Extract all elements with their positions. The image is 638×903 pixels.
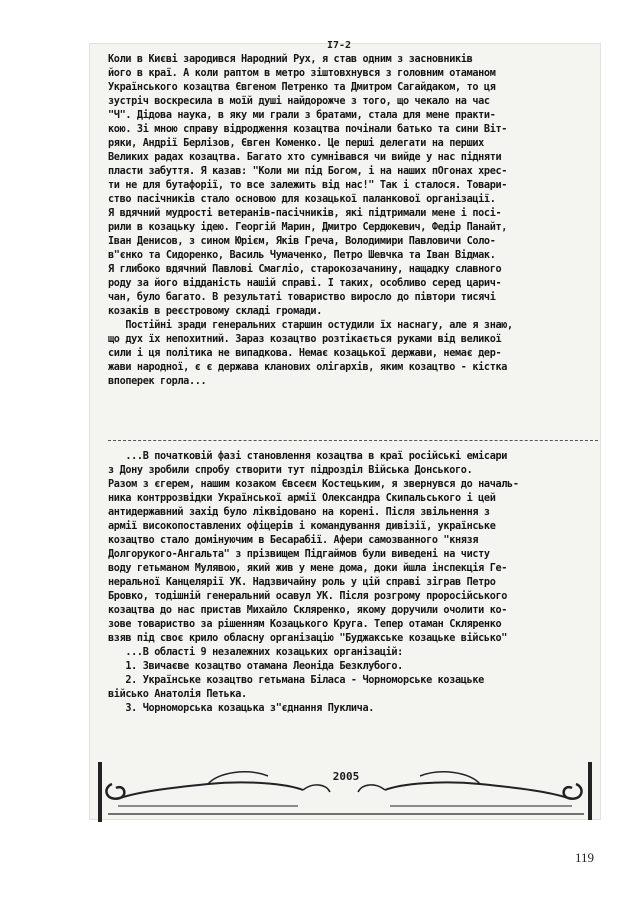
text-block-2: ...В початковій фазі становлення козацтва в краї російські емісари з Дону зробили спробу створити тут підрозділ Війська Донського. Разом з єгерем, нашим козаком Євсеєм Костецьким, я звернувся до началь- ника контррозвідки Української армії Олександра Скипальського і цей антидержавний захід було ліквідовано на корені. Після звільнення з армії високопоставлених офіцерів і командування дивізії, українське козацтво стало домінуючим в Бесарабії. Афери самозванного "князя Долгорукого-Ангальта" з прізвищем Підгаймов були виведені на чисту воду гетьманом Мулявою, який жив у мене дома, доки йшла інспекція Ге- неральної Канцелярії УК. Надзвичайну роль у цій справі зіграв Петро Бровко, тодішній генеральний осавул УК. Після розгрому проросійського козацтва до нас пристав Михайло Скляренко, якому доручили очолити ко- зове товариство за рішенням Козацького Круга. Тепер отаман Скляренко взяв під своє крило обласну організацію "Буджакське козацьке військо" ...В області 9 незалежних козацьких організацій: 1. Звичаєве козацтво отамана Леоніда Безклубого. 2. Українське козацтво гетьмана Біласа - Чорноморське козацьке військо Анатолія Петька. 3. Чорноморська козацька з"єднання Пуклича. [108,451,519,714]
page-tag: I7-2 [327,40,352,51]
page-number: 119 [575,850,595,865]
paste-seam [108,440,598,441]
footer-year: 2005 [332,770,360,783]
text-block-1: Коли в Києві зародився Народний Рух, я став одним з засновників його в краї. А коли раптом в метро зіштовхнувся з головним отаманом Українського козацтва Євгеном Петренко та Дмитром Сагайдаком, то ця зустріч воскресила в моїй душі найдорожче з того, що чекало на час "Ч". Дідова наука, в яку ми грали з братами, стала для мене практи- кою. Зі мною справу відродження козацтва почінали батько та сини Віт- ряки, Андрії Берлізов, Євген Коменко. Це перші делегати на перших Великих радах козацтва. Багато хто сумнівався чи вийде у нас підняти пласти забуття. Я казав: "Коли ми під Богом, і на наших пОгонах хрес- ти не для бутафорії, то все залежить від нас!" Так і сталося. Товари- ство пасічників стало основою для козацької паланкової організації. Я вдячний мудрості ветеранів-пасічників, які підтримали мене і посі- рили в козацьку ідею. Георгій Марин, Дмитро Сердюкевич, Федір Панайт, Іван Денисов, з сином Юрієм, Яків Греча, Володимири Павловичи Соло- в"єнко та Сидоренко, Василь Чумаченко, Петро Шевчка та Іван Відмак. Я глибоко вдячний Павлові Смагліо, старокозачанину, нащадку славного роду за його відданість нашій справі. І таких, особливо серед царич- чан, було багато. В результаті товариство виросло до півтори тисячі козаків в реєстровому складі громади. Постійні зради генеральних старшин остудили їх наснагу, але я знаю, що дух їх непохитний. Зараз козацтво розтікається руками від великої сили і ця політика не випадкова. Немає козацької держави, немає дер- жави народної, є є держава кланових олігархів, яким козацтво - кістка впоперек горла... [108,54,513,387]
decorative-footer [98,762,594,822]
